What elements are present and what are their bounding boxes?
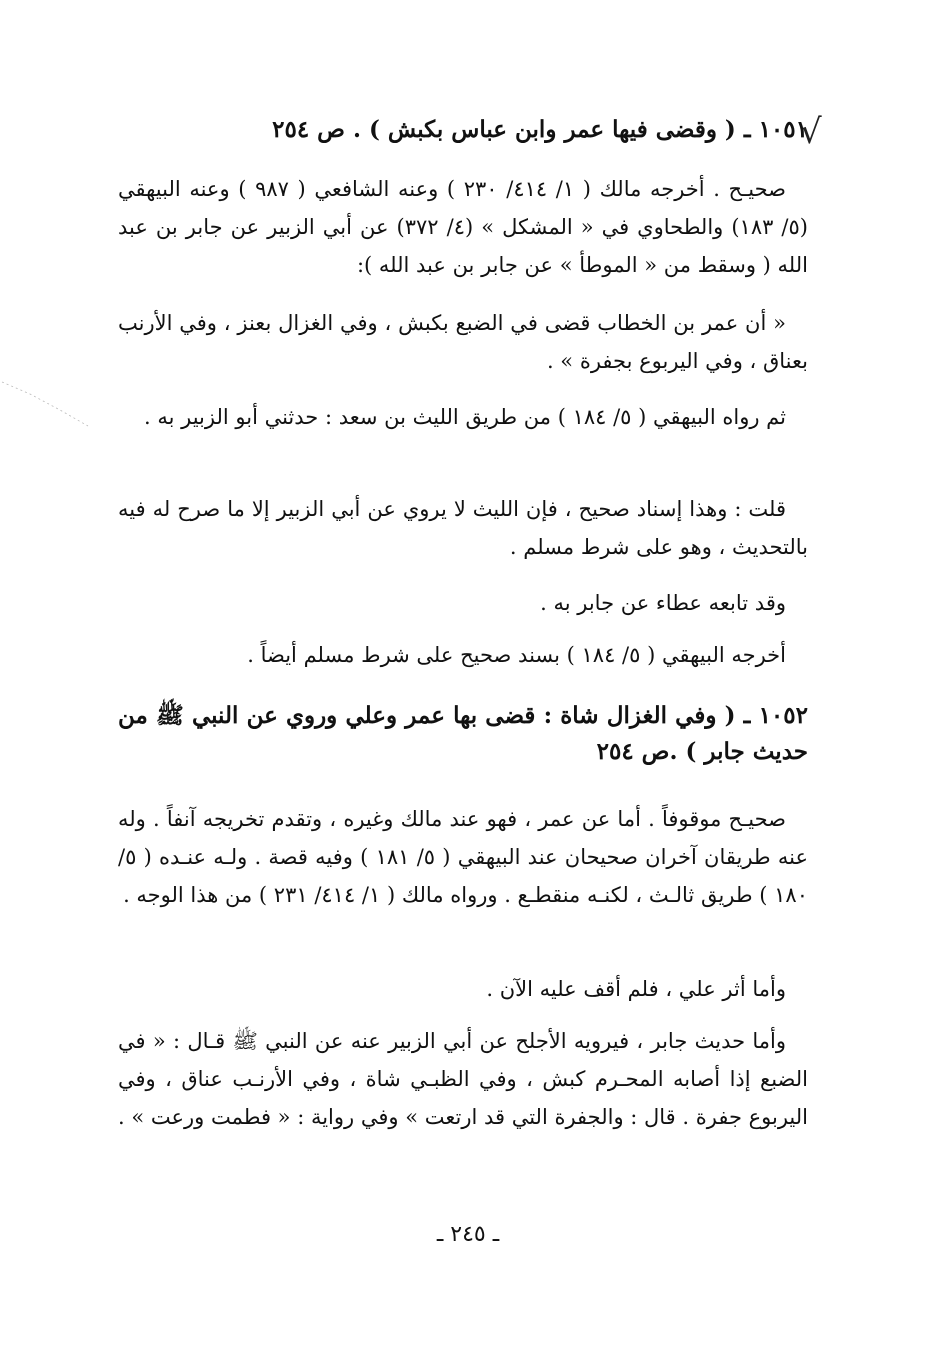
paragraph: وقد تابعه عطاء عن جابر به . [540,591,786,615]
entry-heading: ١٠٥٢ ـ ( وفي الغزال شاة : قضى بها عمر وعلي وروي عن النبي ﷺ من حديث جابر ) .ص ٢٥٤ [118,702,808,765]
entry-heading: ١٠٥١ ـ ( وقضى فيها عمر وابن عباس بكبش ) . ص ٢٥٤ [272,116,808,143]
entry-1051-ata [118,584,808,622]
paragraph: صحيـح . أخرجه مالك ( ١/ ٤١٤/ ٢٣٠ ) وعنه الشافعي ( ٩٨٧ ) وعنه البيهقي (٥/ ١٨٣) والطحاوي في « المشكل » (٤/ ٣٧٢) عن أبي الزبير عن جابر بن عبد الله ( وسقط من « الموطأ » عن جابر بن عبد الله ): [118,177,808,277]
check-mark: √ [800,112,822,152]
entry-1052 [118,698,808,770]
paragraph: صحيـح موقوفاً . أما عن عمر ، فهو عند مالك وغيره ، وتقدم تخريجه آنفاً . وله عنه طريقان آخران صحيحان عند البيهقي ( ٥/ ١٨١ ) وفيه قصة . ولـه عنـده ( ٥/ ١٨٠ ) طريق ثالـث ، لكنـه منقطـع . ورواه مالك ( ١/ ٤١٤/ ٢٣١ ) من هذا الوجه . [118,807,808,907]
entry-1051-takhrij [118,170,808,284]
entry-1051-qultu [118,490,808,566]
entry-1051 [118,112,808,148]
entry-1052-ali [118,970,808,1008]
paragraph: ثم رواه البيهقي ( ٥/ ١٨٤ ) من طريق الليث بن سعد : حدثني أبو الزبير به . [143,405,786,429]
page-number: ـ ٢٤٥ ـ [436,1222,500,1247]
entry-1051-bayhaqi [118,636,808,674]
entry-1052-jabir [118,1022,808,1136]
entry-1051-athar [118,304,808,380]
paragraph: قلت : وهذا إسناد صحيح ، فإن الليث لا يروي عن أبي الزبير إلا ما صرح له فيه بالتحديث ، وهو على شرط مسلم . [118,497,808,559]
entry-1051-layth [118,398,808,436]
paragraph: « أن عمر بن الخطاب قضى في الضبع بكبش ، وفي الغزال بعنز ، وفي الأرنب بعناق ، وفي اليربوع بجفرة » . [118,311,808,373]
paragraph: أخرجه البيهقي ( ٥/ ١٨٤ ) بسند صحيح على شرط مسلم أيضاً . [247,643,786,667]
paragraph: وأما حديث جابر ، فيرويه الأجلح عن أبي الزبير عنه عن النبي ﷺ قـال : « في الضبع إذا أصابه المحـرم كبش ، وفي الظبـي شاة ، وفي الأرنـب عناق ، وفي اليربوع جفرة . قال : والجفرة التي قد ارتعت » وفي رواية : « فطمت ورعت » . [117,1029,808,1129]
paragraph: وأما أثر علي ، فلم أقف عليه الآن . [486,977,786,1001]
entry-1052-takhrij [118,800,808,914]
scan-stray-mark [0,380,90,430]
